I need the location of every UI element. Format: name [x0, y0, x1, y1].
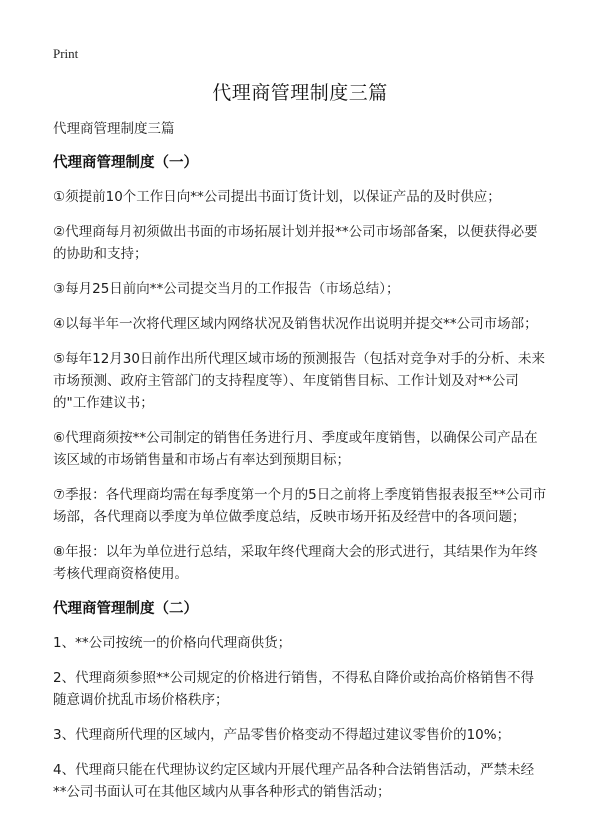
section1-item-6: ⑥代理商须按**公司制定的销售任务进行月、季度或年度销售，以确保公司产品在该区域的市场销售量和市场占有率达到预期目标； — [53, 430, 538, 468]
section2-item-3: 3、代理商所代理的区域内，产品零售价格变动不得超过建议零售价的10%； — [53, 727, 511, 743]
section1-item-4: ④以每半年一次将代理区域内网络状况及销售状况作出说明并提交**公司市场部； — [53, 316, 538, 332]
document-title: 代理商管理制度三篇 — [212, 82, 388, 104]
section2-item-1: 1、**公司按统一的价格向代理商供货； — [53, 635, 292, 651]
document-body — [53, 118, 547, 816]
print-label[interactable]: Print — [53, 46, 79, 61]
section2-item-4: 4、代理商只能在代理协议约定区域内开展代理产品各种合法销售活动，严禁未经**公司书面认可在其他区域内从事各种形式的销售活动； — [53, 762, 535, 800]
section1-item-2: ②代理商每月初须做出书面的市场拓展计划并报**公司市场部备案，以便获得必要的协助和支持； — [53, 224, 538, 262]
section1-item-3: ③每月25日前向**公司提交当月的工作报告（市场总结）； — [53, 281, 400, 297]
document-subtitle: 代理商管理制度三篇 — [53, 121, 175, 137]
section2-item-2: 2、代理商须参照**公司规定的价格进行销售，不得私自降价或抬高价格销售不得随意调价扰乱市场价格秩序； — [53, 670, 535, 708]
section1-item-1: ①须提前10个工作日向**公司提出书面订货计划，以保证产品的及时供应； — [53, 189, 501, 205]
section1-item-5: ⑤每年12月30日前作出所代理区域市场的预测报告（包括对竞争对手的分析、未来市场预测、政府主管部门的支持程度等）、年度销售目标、工作计划及对**公司的"工作建议书； — [53, 351, 545, 411]
section1-item-8: ⑧年报：以年为单位进行总结，采取年终代理商大会的形式进行，其结果作为年终考核代理商资格使用。 — [53, 544, 538, 582]
section1-item-7: ⑦季报：各代理商均需在每季度第一个月的5日之前将上季度销售报表报至**公司市场部，各代理商以季度为单位做季度总结，反映市场开拓及经营中的各项问题； — [53, 487, 547, 525]
section-heading-1: 代理商管理制度（一） — [53, 155, 198, 171]
section-heading-2: 代理商管理制度（二） — [53, 601, 198, 617]
